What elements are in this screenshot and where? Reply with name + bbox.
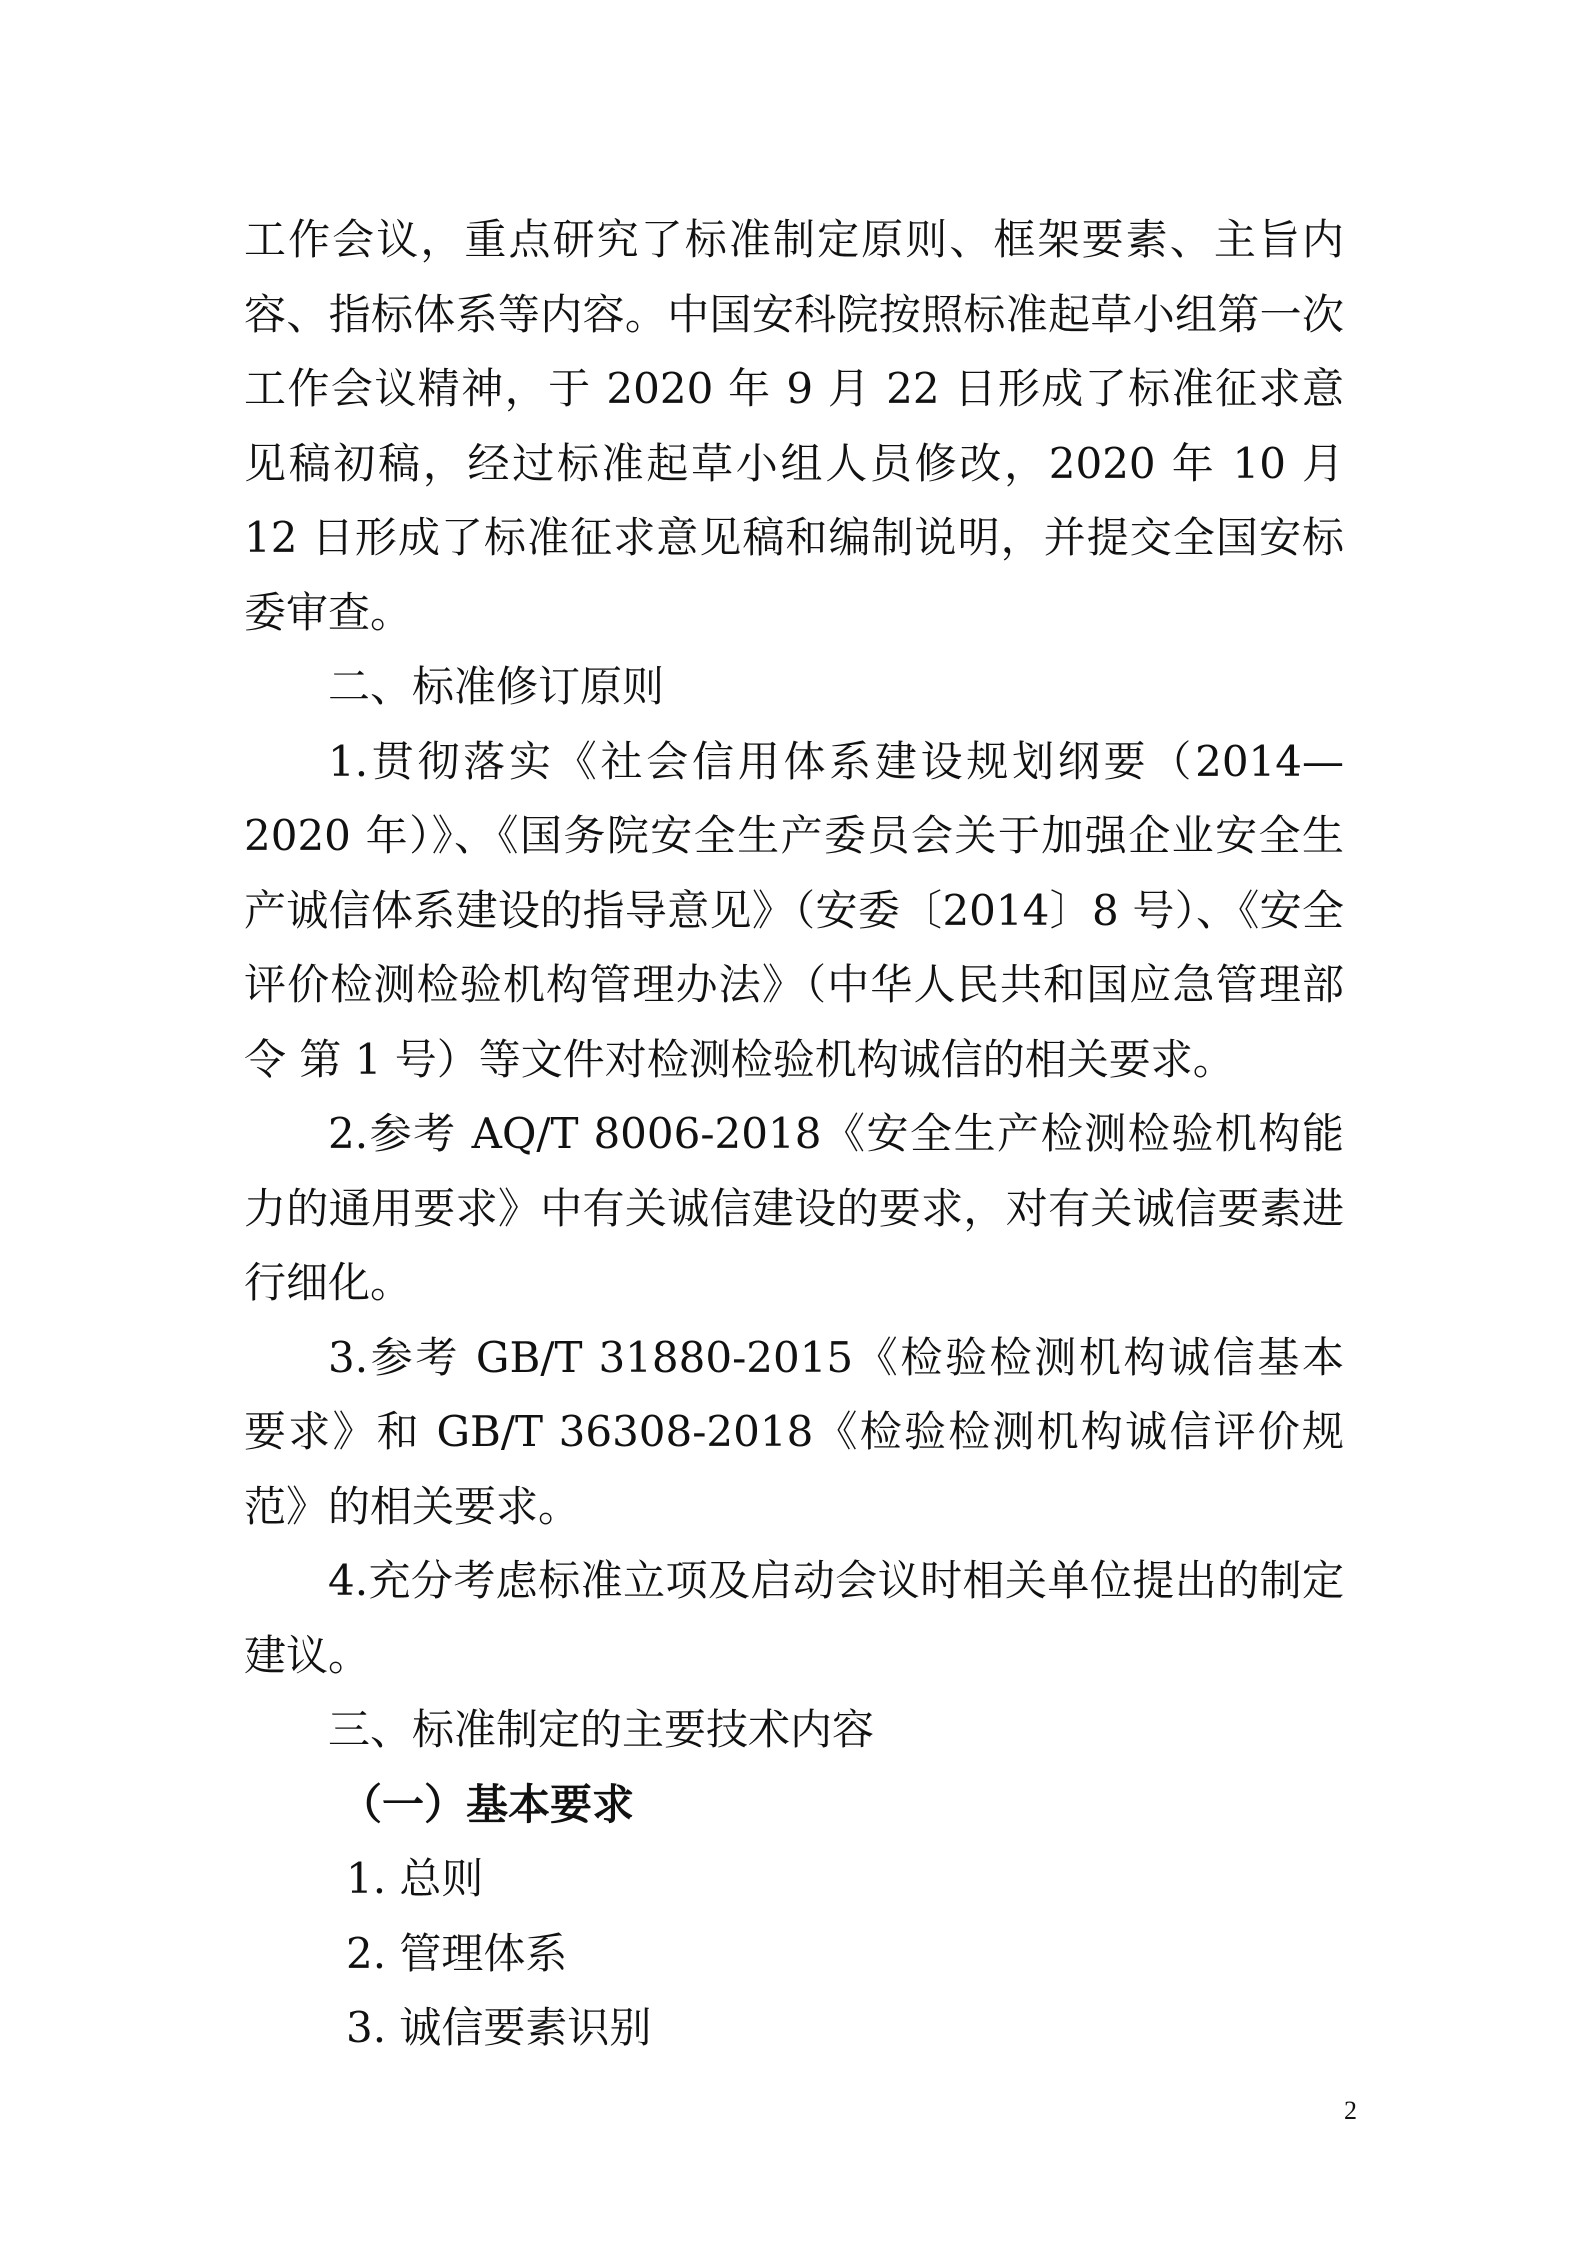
- list-item-general: 1. 总则: [346, 1854, 484, 1903]
- principle-1: 1.贯彻落实《社会信用体系建设规划纲要（2014—2020 年）》、《国务院安全生产委员会关于加强企业安全生产诚信体系建设的指导意见》（安委〔2014〕8 号）、《安全评价检测检验机构管理办法》（中华人民共和国应急管理部令 第 1 号）等文件对检测检验机构诚信的相关要求。: [244, 736, 1344, 1084]
- heading-technical-content: 三、标准制定的主要技术内容: [328, 1705, 875, 1754]
- list-item-integrity-elements: 3. 诚信要素识别: [346, 2003, 652, 2052]
- principle-4: 4.充分考虑标准立项及启动会议时相关单位提出的制定建议。: [244, 1556, 1344, 1680]
- page-number: 2: [1344, 2096, 1357, 2125]
- principle-3: 3.参考 GB/T 31880-2015《检验检测机构诚信基本要求》和 GB/T 36308-2018《检验检测机构诚信评价规范》的相关要求。: [244, 1332, 1344, 1531]
- principle-2: 2.参考 AQ/T 8006-2018《安全生产检测检验机构能力的通用要求》中有关诚信建设的要求，对有关诚信要素进行细化。: [244, 1109, 1344, 1307]
- subheading-basic-requirements: （一）基本要求: [340, 1779, 635, 1829]
- list-item-management-system: 2. 管理体系: [346, 1928, 568, 1978]
- document-body: [244, 203, 1344, 2066]
- heading-revision-principles: 二、标准修订原则: [328, 662, 665, 711]
- paragraph-work-meeting: 工作会议，重点研究了标准制定原则、框架要素、主旨内容、指标体系等内容。中国安科院按照标准起草小组第一次工作会议精神，于 2020 年 9 月 22 日形成了标准征求意见稿初稿，经过标准起草小组人员修改，2020 年 10 月 12 日形成了标准征求意见稿和编制说明，并提交全国安标委审查。: [244, 215, 1344, 637]
